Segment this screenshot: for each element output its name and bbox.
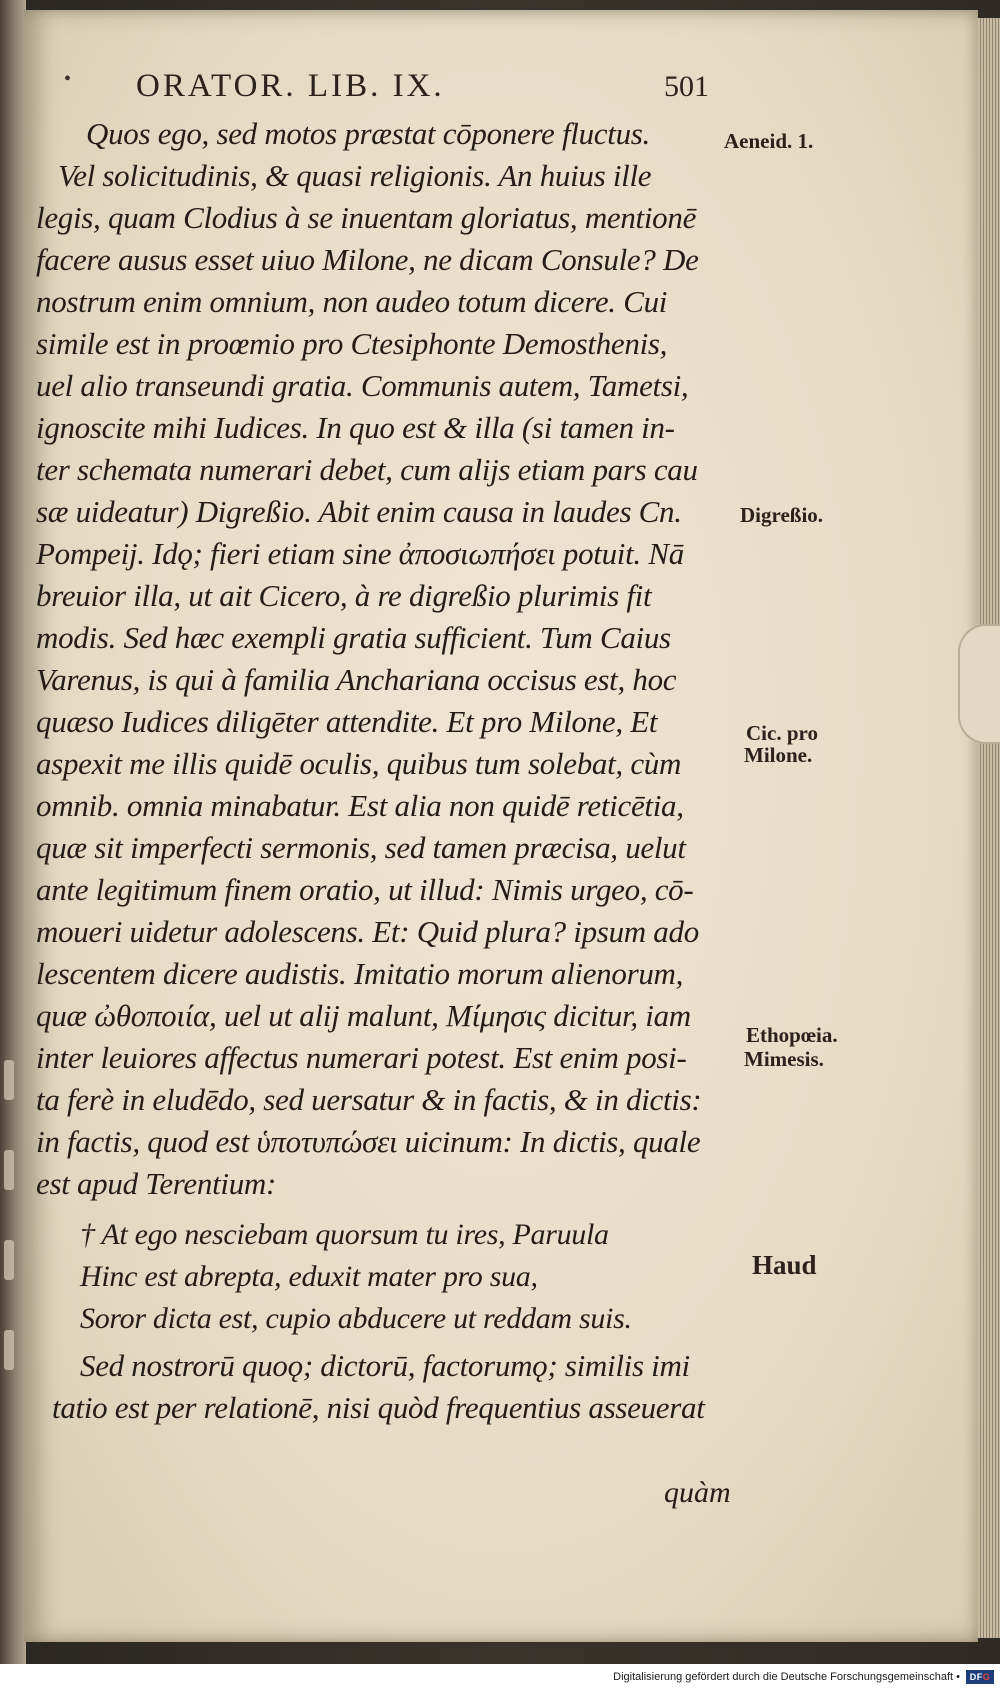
margin-note-digressio: Digreßio. xyxy=(740,503,824,527)
text-line: legis, quam Clodius à se inuentam gloriatus, mentionē xyxy=(36,200,697,235)
book-page xyxy=(24,10,978,1642)
text-line: lescentem dicere audistis. Imitatio morum alienorum, xyxy=(36,956,684,991)
text-line: in factis, quod est ὑποτυπώσει uicinum: In dictis, quale xyxy=(36,1124,701,1159)
margin-note-cic-pro: Cic. pro xyxy=(746,721,818,745)
text-line: quæ sit imperfecti sermonis, sed tamen præcisa, uelut xyxy=(36,830,686,865)
text-line: facere ausus esset uiuo Milone, ne dicam Consule? De xyxy=(36,242,699,277)
margin-note-milone: Milone. xyxy=(744,743,813,767)
page-tab xyxy=(958,624,1000,744)
verse-line: Hinc est abrepta, eduxit mater pro sua, xyxy=(80,1260,538,1293)
text-line: est apud Terentium: xyxy=(36,1166,276,1201)
text-line: Quos ego, sed motos præstat cōponere fluctus. xyxy=(86,116,650,151)
margin-note-aeneid: Aeneid. 1. xyxy=(724,129,814,153)
footer xyxy=(0,1664,1000,1694)
margin-note-mimesis: Mimesis. xyxy=(744,1047,824,1071)
binding-mark xyxy=(4,1060,14,1100)
verse-line: † At ego nesciebam quorsum tu ires, Paruula xyxy=(80,1218,609,1251)
footer-credit: Digitalisierung gefördert durch die Deutsche Forschungsgemeinschaft • xyxy=(613,1671,960,1683)
verse-line: Soror dicta est, cupio abducere ut reddam suis. xyxy=(80,1302,632,1335)
catchword: quàm xyxy=(664,1476,731,1509)
text-line: Sed nostrorū quoǫ; dictorū, factorumǫ; similis imi xyxy=(80,1348,690,1383)
text-line: aspexit me illis quidē oculis, quibus tum solebat, cùm xyxy=(36,746,682,781)
binding-mark xyxy=(4,1150,14,1190)
text-line: nostrum enim omnium, non audeo totum dicere. Cui xyxy=(36,284,668,319)
text-line: moueri uidetur adolescens. Et: Quid plura? ipsum ado xyxy=(36,914,699,949)
text-line: quæ ὠθοποιία, uel ut alij malunt, Μίμησις dicitur, iam xyxy=(36,998,691,1033)
page-edges xyxy=(978,18,1000,1638)
text-line: Varenus, is qui à familia Anchariana occisus est, hoc xyxy=(36,662,677,697)
text-line: quæso Iudices diligēter attendite. Et pro Milone, Et xyxy=(36,704,658,739)
page-number: 501 xyxy=(664,70,709,103)
text-line: ignoscite mihi Iudices. In quo est & illa (si tamen in- xyxy=(36,410,675,445)
binding-mark xyxy=(4,1330,14,1370)
text-line: simile est in proœmio pro Ctesiphonte Demosthenis, xyxy=(36,326,668,361)
stray-mark: • xyxy=(64,68,72,90)
body-text xyxy=(24,10,978,1642)
running-head: ORATOR. LIB. IX. xyxy=(136,68,445,104)
dfg-logo: DFG xyxy=(966,1670,994,1684)
text-line: modis. Sed hæc exempli gratia sufficient. Tum Caius xyxy=(36,620,671,655)
text-line: ter schemata numerari debet, cum alijs etiam pars cau xyxy=(36,452,698,487)
text-line: uel alio transeundi gratia. Communis autem, Tametsi, xyxy=(36,368,689,403)
text-line: omnib. omnia minabatur. Est alia non quidē reticētia, xyxy=(36,788,684,823)
text-line: breuior illa, ut ait Cicero, à re digreßio plurimis fit xyxy=(36,578,652,613)
text-line: ante legitimum finem oratio, ut illud: Nimis urgeo, cō- xyxy=(36,872,694,907)
text-line: Pompeij. Idǫ; fieri etiam sine ἀποσιωπήσει potuit. Nā xyxy=(36,536,684,571)
text-line: tatio est per relationē, nisi quòd frequentius asseuerat xyxy=(52,1390,705,1425)
margin-note-haud: Haud xyxy=(752,1250,817,1280)
margin-note-ethopoeia: Ethopœia. xyxy=(746,1023,838,1047)
binding-mark xyxy=(4,1240,14,1280)
text-line: ta ferè in eludēdo, sed uersatur & in factis, & in dictis: xyxy=(36,1082,702,1117)
text-line: sæ uideatur) Digreßio. Abit enim causa in laudes Cn. xyxy=(36,494,682,529)
text-line: inter leuiores affectus numerari potest. Est enim posi- xyxy=(36,1040,687,1075)
book-binding xyxy=(0,0,26,1664)
text-line: Vel solicitudinis, & quasi religionis. An huius ille xyxy=(58,158,652,193)
